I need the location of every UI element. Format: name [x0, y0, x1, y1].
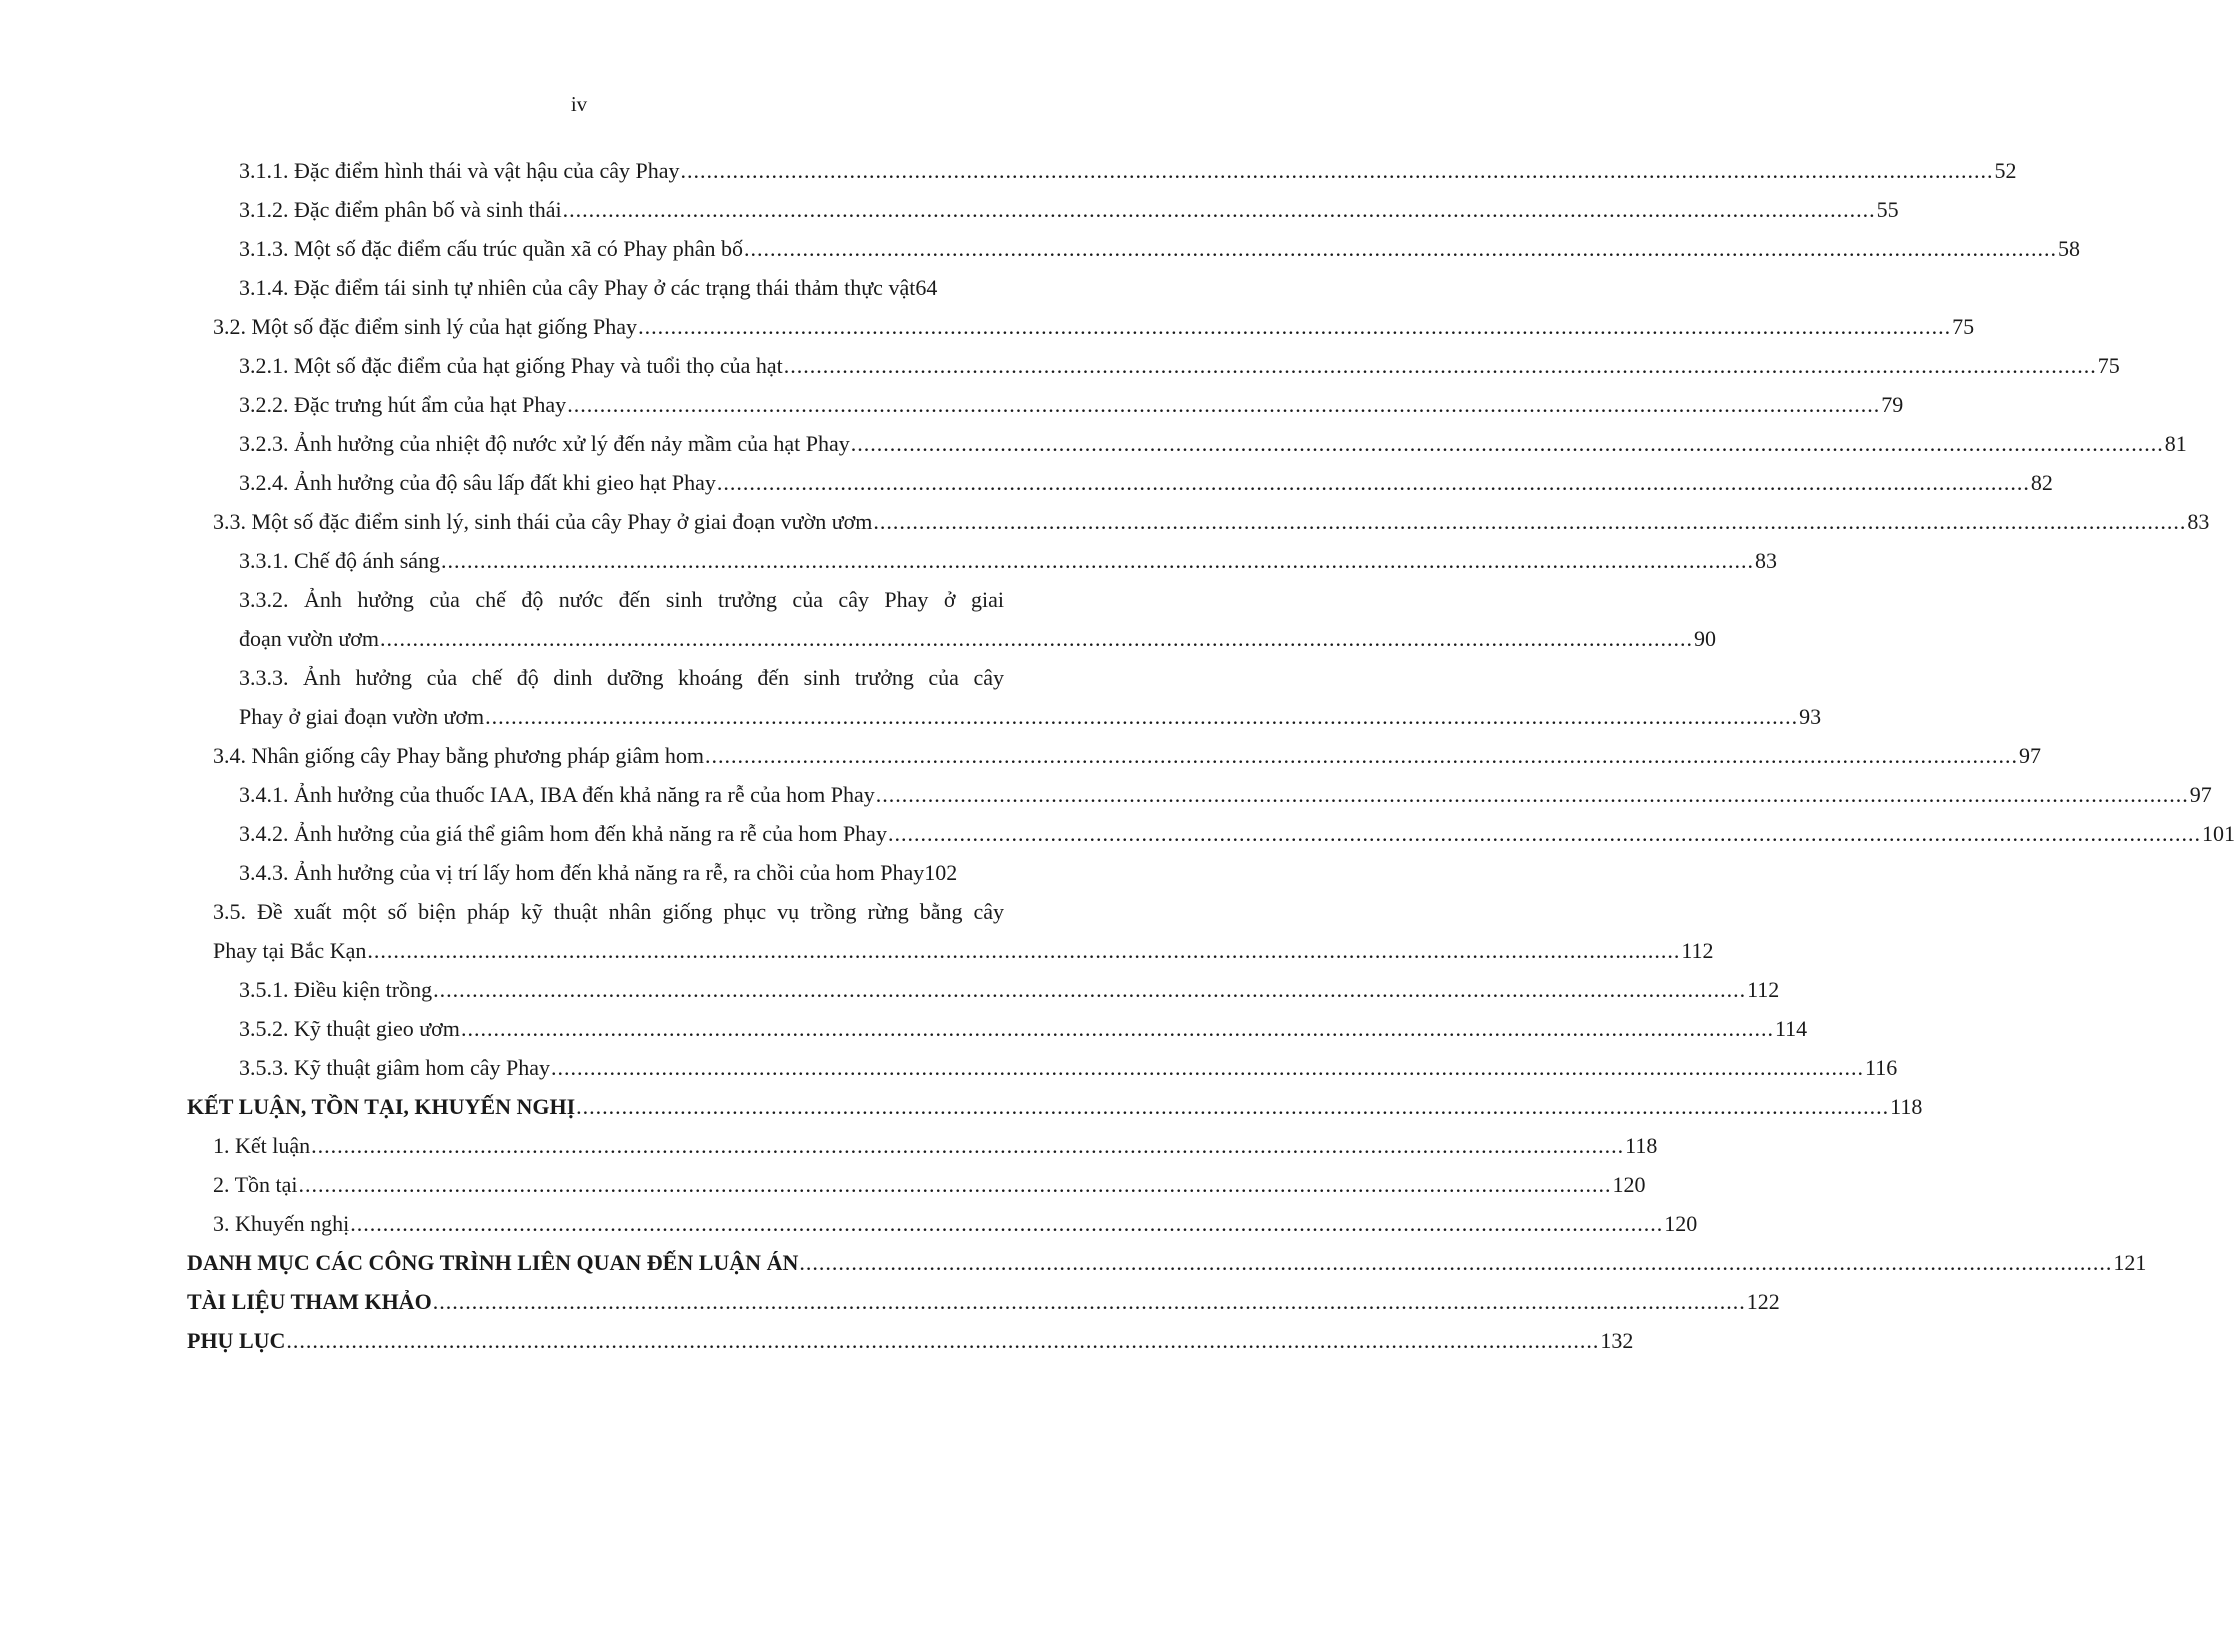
toc-entry-page: 83: [1755, 548, 1778, 573]
leader-dots: ..........................................................................................................................................................................................................: [799, 1250, 2113, 1275]
toc-entry-3-4-1[interactable]: [239, 781, 2212, 809]
leader-dots: ..........................................................................................................................................................................................................: [432, 1289, 1746, 1314]
toc-entry-text: 3.1.4. Đặc điểm tái sinh tự nhiên của cây Phay ở các trạng thái thảm thực vật: [239, 275, 916, 300]
toc-entry-3-2[interactable]: [213, 313, 1975, 341]
toc-entry-text: 3.4. Nhân giống cây Phay bằng phương pháp giâm hom: [213, 743, 704, 768]
toc-entry-3-2-3[interactable]: [239, 430, 2187, 458]
toc-entry-text: 3.5.2. Kỹ thuật gieo ươm: [239, 1016, 460, 1041]
toc-entry-page: 120: [1612, 1172, 1646, 1197]
toc-entry-text: PHỤ LỤC: [187, 1328, 286, 1353]
toc-entry-appendix[interactable]: [187, 1327, 1634, 1355]
leader-dots: ..........................................................................................................................................................................................................: [873, 509, 2187, 534]
toc-entry-3-5-2[interactable]: [239, 1015, 1808, 1043]
toc-entry-page: 122: [1746, 1289, 1780, 1314]
toc-entry-page: 93: [1799, 704, 1822, 729]
leader-dots: ..........................................................................................................................................................................................................: [298, 1172, 1612, 1197]
toc-entry-text: 3.2.4. Ảnh hưởng của độ sâu lấp đất khi gieo hạt Phay: [239, 470, 716, 495]
toc-entry-3-3-3[interactable]: [239, 664, 1004, 692]
toc-entry-page: 75: [1952, 314, 1975, 339]
leader-dots: ..........................................................................................................................................................................................................: [567, 392, 1881, 417]
toc-entry-page: 132: [1600, 1328, 1634, 1353]
toc-entry-text: 3.1.3. Một số đặc điểm cấu trúc quần xã có Phay phân bố: [239, 236, 744, 261]
toc-entry-page: 83: [2187, 509, 2210, 534]
toc-entry-text: 3.3. Một số đặc điểm sinh lý, sinh thái của cây Phay ở giai đoạn vườn ươm: [213, 509, 873, 534]
toc-entry-publications[interactable]: [187, 1249, 2147, 1277]
toc-entry-page: 58: [2058, 236, 2081, 261]
toc-entry-3-3[interactable]: [213, 508, 2210, 536]
leader-dots: ..........................................................................................................................................................................................................: [887, 821, 2201, 846]
toc-entry-text: TÀI LIỆU THAM KHẢO: [187, 1289, 432, 1314]
toc-entry-conclusion[interactable]: [187, 1093, 1923, 1121]
toc-entry-page: 118: [1625, 1133, 1658, 1158]
toc-entry-page: 121: [2113, 1250, 2147, 1275]
toc-entry-text: 3.3.2. Ảnh hưởng của chế độ nước đến sinh trưởng của cây Phay ở giai: [239, 587, 1004, 612]
toc-entry-page: 101: [2201, 821, 2235, 846]
toc-entry-3-2-1[interactable]: [239, 352, 2120, 380]
leader-dots: ..........................................................................................................................................................................................................: [551, 1055, 1865, 1080]
toc-entry-3-1-4[interactable]: [239, 274, 1004, 302]
toc-entry-page: 97: [2189, 782, 2212, 807]
toc-entry-page: 116: [1865, 1055, 1898, 1080]
leader-dots: ..........................................................................................................................................................................................................: [875, 782, 2189, 807]
toc-entry-text: 1. Kết luận: [213, 1133, 311, 1158]
toc-entry-text: KẾT LUẬN, TỒN TẠI, KHUYẾN NGHỊ: [187, 1094, 576, 1119]
toc-entry-3-1-2[interactable]: [239, 196, 1899, 224]
toc-entry-text: Phay ở giai đoạn vườn ươm: [239, 704, 485, 729]
toc-entry-page: 75: [2097, 353, 2120, 378]
leader-dots: ..........................................................................................................................................................................................................: [350, 1211, 1664, 1236]
toc-entry-text: 3.2.3. Ảnh hưởng của nhiệt độ nước xử lý đến nảy mầm của hạt Phay: [239, 431, 850, 456]
leader-dots: ..........................................................................................................................................................................................................: [311, 1133, 1625, 1158]
toc-entry-text: 2. Tồn tại: [213, 1172, 298, 1197]
leader-dots: ..........................................................................................................................................................................................................: [380, 626, 1693, 651]
leader-dots: ..........................................................................................................................................................................................................: [367, 938, 1681, 963]
toc-entry-text: Phay tại Bắc Kạn: [213, 938, 367, 963]
toc-entry-3-5[interactable]: [213, 898, 1004, 926]
toc-entry-page: 82: [2030, 470, 2053, 495]
toc-entry-text: 3.5.3. Kỹ thuật giâm hom cây Phay: [239, 1055, 551, 1080]
toc-entry-text: 3.2.2. Đặc trưng hút ẩm của hạt Phay: [239, 392, 567, 417]
toc-entry-page: 81: [2164, 431, 2187, 456]
toc-entry-text: 3.4.2. Ảnh hưởng của giá thể giâm hom đến khả năng ra rễ của hom Phay: [239, 821, 887, 846]
toc-entry-conclusion-2[interactable]: [213, 1171, 1646, 1199]
toc-entry-conclusion-1[interactable]: [213, 1132, 1658, 1160]
toc-entry-text: DANH MỤC CÁC CÔNG TRÌNH LIÊN QUAN ĐẾN LUẬN ÁN: [187, 1250, 799, 1275]
toc-entry-page: 112: [1747, 977, 1780, 1002]
leader-dots: ..........................................................................................................................................................................................................: [704, 743, 2018, 768]
toc-entry-page: 90: [1694, 626, 1716, 651]
toc-entry-page: 79: [1881, 392, 1904, 417]
toc-entry-text: 3.1.1. Đặc điểm hình thái và vật hậu của cây Phay: [239, 158, 680, 183]
toc-entry-text: 3.5. Đề xuất một số biện pháp kỹ thuật nhân giống phục vụ trồng rừng bằng cây: [213, 899, 1004, 924]
toc-entry-text: 3.3.1. Chế độ ánh sáng: [239, 548, 441, 573]
leader-dots: ..........................................................................................................................................................................................................: [562, 197, 1876, 222]
leader-dots: ..........................................................................................................................................................................................................: [638, 314, 1952, 339]
toc-entry-text: 3.4.1. Ảnh hưởng của thuốc IAA, IBA đến khả năng ra rễ của hom Phay: [239, 782, 875, 807]
toc-entry-page: 112: [1681, 938, 1714, 963]
leader-dots: ..........................................................................................................................................................................................................: [485, 704, 1799, 729]
leader-dots: ..........................................................................................................................................................................................................: [716, 470, 2030, 495]
leader-dots: ..........................................................................................................................................................................................................: [460, 1016, 1774, 1041]
toc-entry-text: 3.4.3. Ảnh hưởng của vị trí lấy hom đến khả năng ra rễ, ra chồi của hom Phay: [239, 860, 925, 885]
toc-entry-text: đoạn vườn ươm: [239, 626, 379, 651]
toc-entry-3-1-1[interactable]: [239, 157, 2017, 185]
toc-entry-3-3-2[interactable]: [239, 586, 1004, 614]
page-number: iv: [570, 92, 588, 116]
toc-entry-3-4-2[interactable]: [239, 820, 2235, 848]
toc-entry-3-4-3[interactable]: [239, 859, 1004, 887]
toc-entry-text: 3.2. Một số đặc điểm sinh lý của hạt giống Phay: [213, 314, 638, 339]
toc-entry-3-4[interactable]: [213, 742, 2041, 770]
toc-entry-page: 114: [1774, 1016, 1808, 1041]
leader-dots: ..........................................................................................................................................................................................................: [850, 431, 2164, 456]
toc-entry-3-3-3-cont[interactable]: [239, 703, 1822, 731]
toc-entry-page: 97: [2018, 743, 2041, 768]
toc-entry-3-2-4[interactable]: [239, 469, 2053, 497]
toc-entry-3-3-2-cont[interactable]: [239, 625, 1716, 653]
leader-dots: ..........................................................................................................................................................................................................: [783, 353, 2097, 378]
toc-entry-text: 3. Khuyến nghị: [213, 1211, 350, 1236]
toc-entry-page: 52: [1994, 158, 2017, 183]
leader-dots: ..........................................................................................................................................................................................................: [441, 548, 1755, 573]
toc-entry-page: 120: [1664, 1211, 1698, 1236]
toc-entry-text: 3.5.1. Điều kiện trồng: [239, 977, 433, 1002]
toc-entry-3-5-3[interactable]: [239, 1054, 1898, 1082]
toc-entry-text: 3.3.3. Ảnh hưởng của chế độ dinh dưỡng khoáng đến sinh trưởng của cây: [239, 665, 1004, 690]
toc-entry-conclusion-3[interactable]: [213, 1210, 1698, 1238]
toc-entry-3-5-cont[interactable]: [213, 937, 1714, 965]
toc-entry-page: 64: [915, 275, 938, 300]
toc-entry-3-2-2[interactable]: [239, 391, 1904, 419]
leader-dots: ..........................................................................................................................................................................................................: [744, 236, 2058, 261]
toc-entry-references[interactable]: [187, 1288, 1780, 1316]
toc-entry-page: 55: [1876, 197, 1899, 222]
leader-dots: ..........................................................................................................................................................................................................: [680, 158, 1994, 183]
toc-entry-3-3-1[interactable]: [239, 547, 1778, 575]
leader-dots: ..........................................................................................................................................................................................................: [576, 1094, 1890, 1119]
toc-entry-3-1-3[interactable]: [239, 235, 2081, 263]
toc-entry-text: 3.1.2. Đặc điểm phân bố và sinh thái: [239, 197, 562, 222]
toc-entry-text: 3.2.1. Một số đặc điểm của hạt giống Phay và tuổi thọ của hạt: [239, 353, 783, 378]
toc-entry-page: 102: [924, 860, 958, 885]
toc-entry-page: 118: [1890, 1094, 1923, 1119]
toc-entry-3-5-1[interactable]: [239, 976, 1780, 1004]
leader-dots: ..........................................................................................................................................................................................................: [286, 1328, 1600, 1353]
leader-dots: ..........................................................................................................................................................................................................: [433, 977, 1747, 1002]
